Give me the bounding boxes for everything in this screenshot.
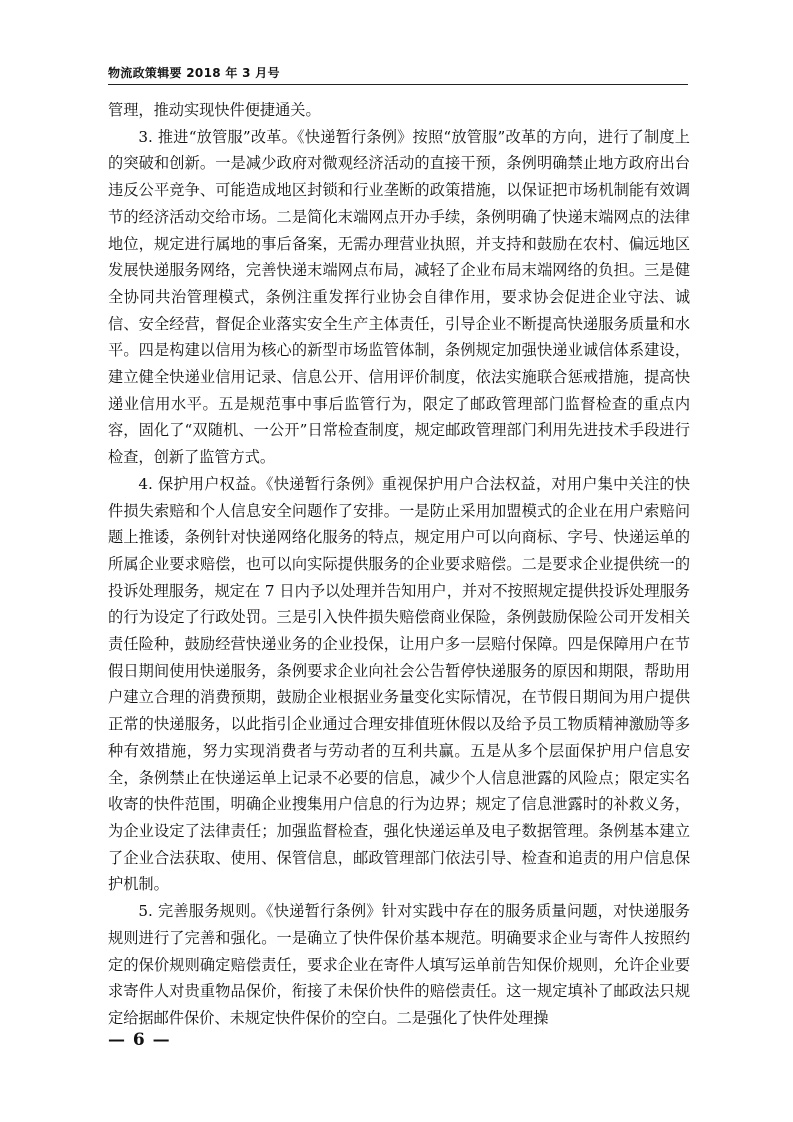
paragraph-user-rights: 4. 保护用户权益。《快递暂行条例》重视保护用户合法权益，对用户集中关注的快件损失索赔和个人信息安全问题作了安排。一是防止采用加盟模式的企业在用户索赔问题上推诿，条例针对快递网络化服务的特点，规定用户可以向商标、字号、快递运单的所属企业要求赔偿，也可以向实际提供服务的企业要求赔偿。二是要求企业提供统一的投诉处理服务，规定在 7 日内予以处理并告知用户，并对不按照规定提供投诉处理服务的行为设定了行政处罚。三是引入快件损失赔偿商业保险，条例鼓励保险公司开发相关责任险种，鼓励经营快递业务的企业投保，让用户多一层赔付保障。四是保障用户在节假日期间使用快递服务，条例要求企业向社会公告暂停快递服务的原因和期限，帮助用户建立合理的消费预期，鼓励企业根据业务量变化实际情况，在节假日期间为用户提供正常的快递服务，以此指引企业通过合理安排值班休假以及给予员工物质精神激励等多种有效措施，努力实现消费者与劳动者的互利共赢。五是从多个层面保护用户信息安全，条例禁止在快递运单上记录不必要的信息，减少个人信息泄露的风险点；限定实名收寄的快件范围，明确企业搜集用户信息的行为边界；规定了信息泄露时的补救义务，为企业设定了法律责任；加强监督检查，强化快递运单及电子数据管理。条例基本建立了企业合法获取、使用、保管信息，邮政管理部门依法引导、检查和追责的用户信息保护机制。 — [108, 474, 690, 894]
paragraph-service-rules: 5. 完善服务规则。《快递暂行条例》针对实践中存在的服务质量问题，对快递服务规则进行了完善和强化。一是确立了快件保价基本规范。明确要求企业与寄件人按照约定的保价规则确定赔偿责任，要求企业在寄件人填写运单前告知保价规则，允许企业要求寄件人对贵重物品保价，衔接了未保价快件的赔偿责任。这一规定填补了邮政法只规定给据邮件保价、未规定快件保价的空白。二是强化了快件处理操 — [108, 902, 690, 1027]
running-header: 物流政策辑要 2018 年 3 月号 — [108, 66, 280, 80]
paragraph-continuation: 管理，推动实现快件便捷通关。 — [108, 101, 321, 119]
page-number: — 6 — — [108, 1030, 171, 1050]
paragraph-reform: 3. 推进“放管服”改革。《快递暂行条例》按照“放管服”改革的方向，进行了制度上的突破和创新。一是减少政府对微观经济活动的直接干预，条例明确禁止地方政府出台违反公平竞争、可能造成地区封锁和行业垄断的政策措施，以保证把市场机制能有效调节的经济活动交给市场。二是简化末端网点开办手续，条例明确了快递末端网点的法律地位，规定进行属地的事后备案，无需办理营业执照，并支持和鼓励在农村、偏远地区发展快递服务网络，完善快递末端网点布局，减轻了企业布局末端网络的负担。三是健全协同共治管理模式，条例注重发挥行业协会自律作用，要求协会促进企业守法、诚信、安全经营，督促企业落实安全生产主体责任，引导企业不断提高快递服务质量和水平。四是构建以信用为核心的新型市场监管体制，条例规定加强快递业诚信体系建设，建立健全快递业信用记录、信息公开、信用评价制度，依法实施联合惩戒措施，提高快递业信用水平。五是规范事中事后监管行为，限定了邮政管理部门监督检查的重点内容，固化了“双随机、一公开”日常检查制度，规定邮政管理部门利用先进技术手段进行检查，创新了监管方式。 — [108, 127, 690, 467]
body-text — [108, 97, 690, 1032]
header-rule — [108, 84, 688, 85]
